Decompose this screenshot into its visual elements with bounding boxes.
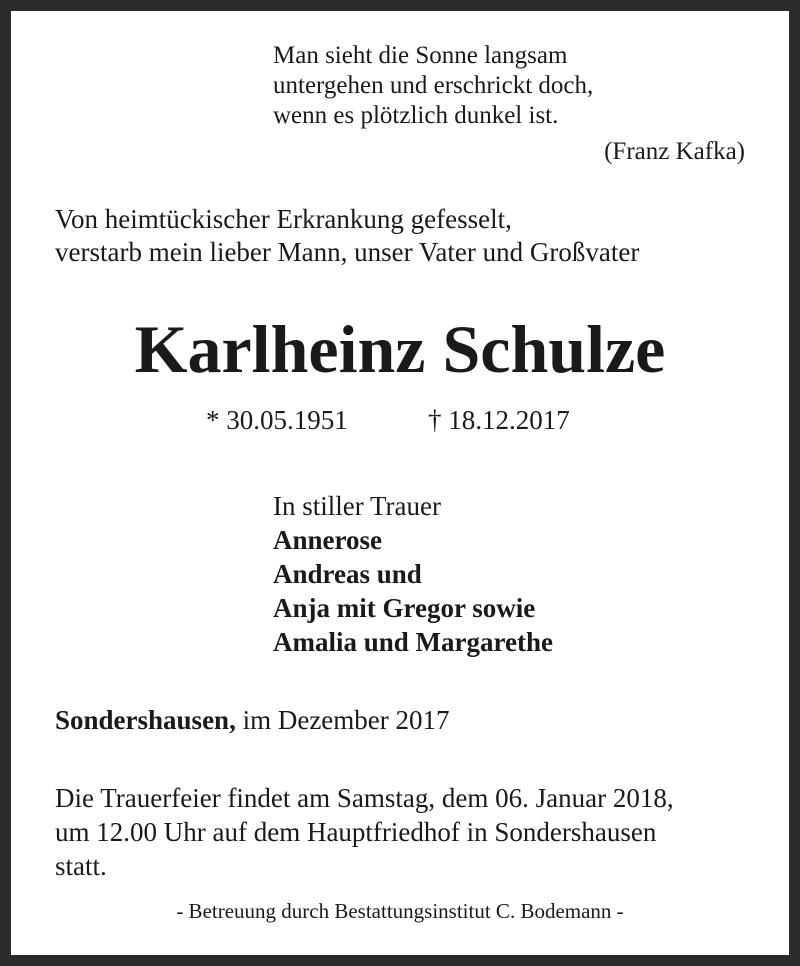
- kafka-quote: [273, 41, 593, 131]
- intro-line: Von heimtückischer Erkrankung gefesselt,: [55, 204, 512, 234]
- intro-text: [55, 203, 639, 269]
- quote-line: Man sieht die Sonne langsam: [273, 42, 568, 69]
- quote-line: untergehen und erschrickt doch,: [273, 72, 594, 99]
- deceased-name: Karlheinz Schulze: [134, 311, 666, 387]
- mourner-name: Andreas und: [273, 559, 422, 589]
- place-month: im Dezember 2017: [235, 705, 450, 735]
- funeral-notice: [55, 781, 674, 883]
- funeral-line: um 12.00 Uhr auf dem Hauptfriedhof in Sondershausen: [55, 817, 657, 847]
- undertaker-credit: - Betreuung durch Bestattungsinstitut C. Bodemann -: [176, 899, 624, 923]
- quote-author: (Franz Kafka): [604, 138, 745, 165]
- mourner-name: Annerose: [273, 525, 383, 555]
- quote-line: wenn es plötzlich dunkel ist.: [273, 102, 559, 129]
- mourner-name: Anja mit Gregor sowie: [273, 593, 536, 623]
- funeral-line: Die Trauerfeier findet am Samstag, dem 06. Januar 2018,: [55, 783, 674, 813]
- intro-line: verstarb mein lieber Mann, unser Vater und Großvater: [55, 237, 640, 267]
- place-city: Sondershausen,: [55, 705, 236, 735]
- mourner-name: Amalia und Margarethe: [273, 627, 553, 657]
- mourners-block: [273, 489, 553, 659]
- birth-date: * 30.05.1951: [206, 405, 348, 435]
- mourners-heading: In stiller Trauer: [273, 491, 441, 521]
- place-date: [55, 703, 450, 737]
- death-date: † 18.12.2017: [428, 405, 570, 435]
- funeral-line: statt.: [55, 851, 107, 881]
